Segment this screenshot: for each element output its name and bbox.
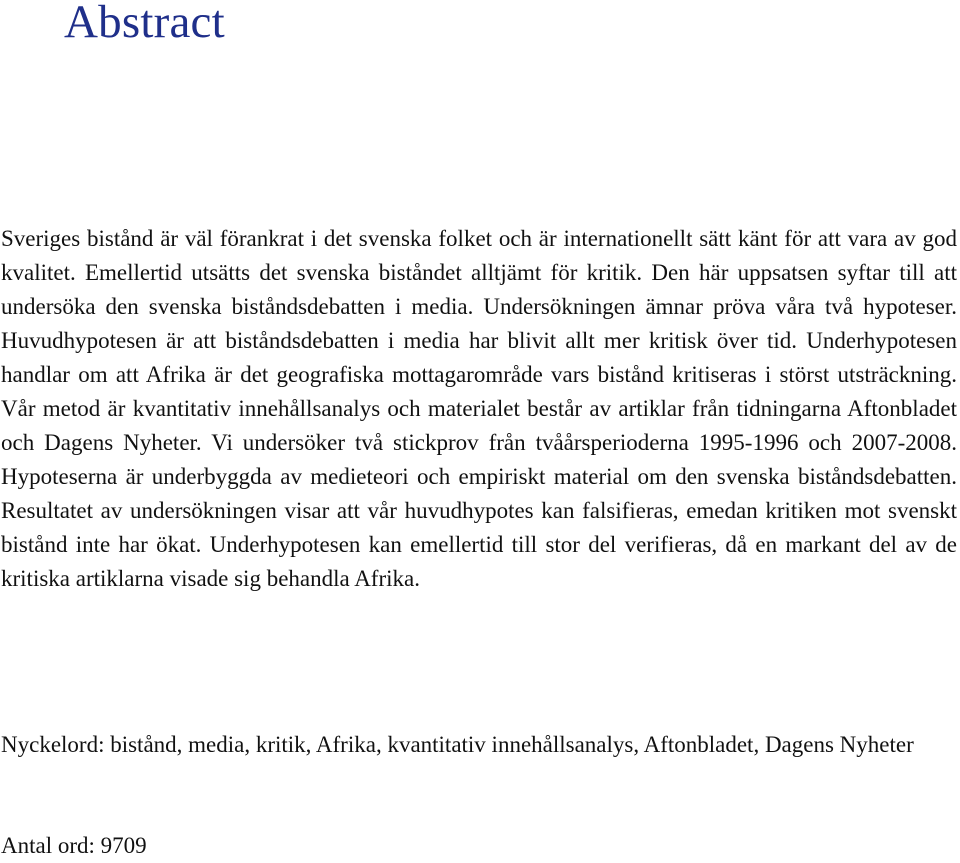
word-count: Antal ord: 9709 [1,833,147,858]
page-title: Abstract [64,0,225,48]
abstract-paragraph: Sveriges bistånd är väl förankrat i det svenska folket och är internationellt sätt känt för att vara av god kvalitet. Emellertid utsätts det svenska biståndet alltjämt för kritik. Den här uppsatsen syftar till att undersöka den svenska biståndsdebatten i media. Undersökningen ämnar pröva våra två hypoteser. Huvudhypotesen är att biståndsdebatten i media har blivit allt mer kritisk över tid. Underhypotesen handlar om att Afrika är det geografiska mottagarområde vars bistånd kritiseras i störst utsträckning. Vår metod är kvantitativ innehållsanalys och materialet består av artiklar från tidningarna Aftonbladet och Dagens Nyheter. Vi undersöker två stickprov från tvåårsperioderna 1995-1996 och 2007-2008. Hypoteserna är underbyggda av medieteori och empiriskt material om den svenska biståndsdebatten. Resultatet av undersökningen visar att vår huvudhypotes kan falsifieras, emedan kritiken mot svenskt bistånd inte har ökat. Underhypotesen kan emellertid till stor del verifieras, då en markant del av de kritiska artiklarna visade sig behandla Afrika. [1,226,957,591]
keywords-paragraph: Nyckelord: bistånd, media, kritik, Afrika, kvantitativ innehållsanalys, Aftonbladet, Dagens Nyheter [1,732,914,757]
